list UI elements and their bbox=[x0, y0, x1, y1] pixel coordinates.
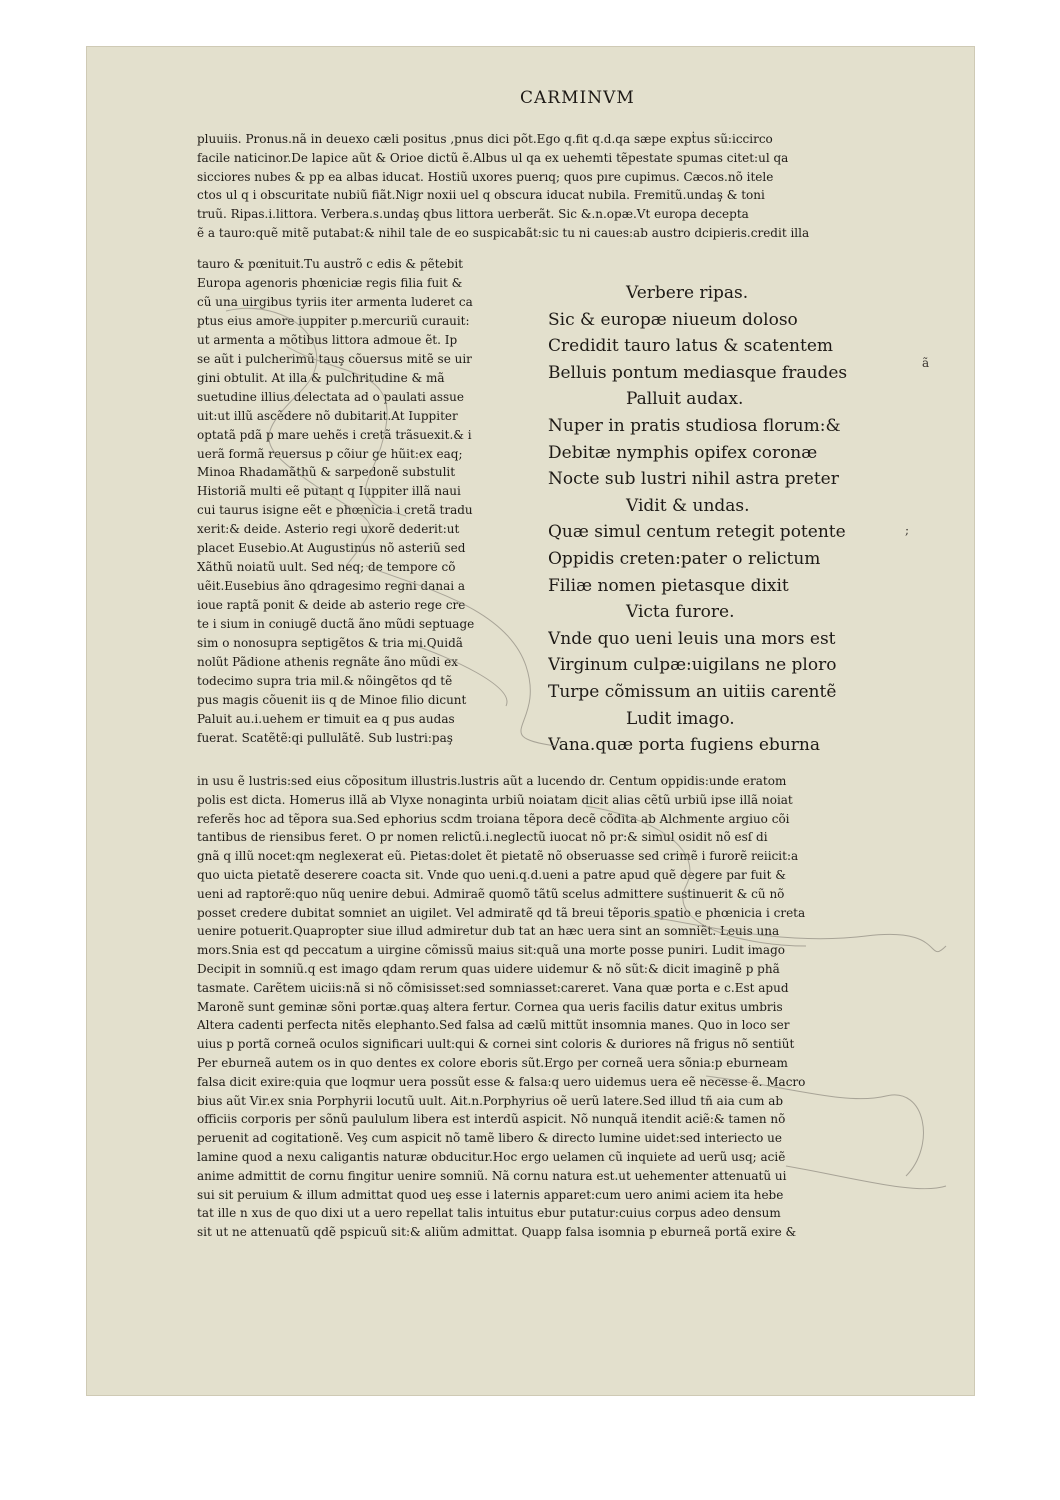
commentary-line: sit ut ne attenuatũ qdẽ pspicuũ sit:& aliũm admittat. Quapp falsa isomnia p eburneã portã exire & bbox=[197, 1225, 797, 1240]
verse-line: Nocte sub lustri nihil astra preter bbox=[548, 469, 839, 490]
commentary-line: mors.Snia est qd peccatum a uirgine cõmissũ maius sit:quã una morte posse puniri. Ludit imago bbox=[197, 943, 785, 958]
commentary-line: polis est dicta. Homerus illã ab Vlyxe nonaginta urbiũ noiatam dicit alias cẽtũ urbiũ ipse illã noiat bbox=[197, 792, 793, 807]
commentary-line: se aũt i pulcherimũ tauş cõuersus mitẽ se uir bbox=[197, 351, 472, 366]
verse-line: Quæ simul centum retegit potente bbox=[548, 522, 846, 543]
commentary-line: Xãthũ noiatũ uult. Sed neq; de tempore cõ bbox=[197, 560, 456, 575]
commentary-line: sui sit peruium & illum admittat quod ueş esse i laternis apparet:cum uero animi aciem ita hebe bbox=[197, 1187, 784, 1202]
verse-line: Debitæ nymphis opifex coronæ bbox=[548, 442, 818, 463]
commentary-line: Historiã multi eẽ putant q Iuppiter illã naui bbox=[197, 484, 461, 499]
commentary-line: quo uicta pietatẽ deserere coacta sit. Vnde quo ueni.q.d.ueni a patre apud quẽ degere par fuit & bbox=[197, 867, 786, 882]
commentary-line: sicciores nubes & pp ea albas iducat. Hostiũ uxores puerıq; quos pıre cupimus. Cæcos.nõ itele bbox=[197, 169, 774, 184]
commentary-line: ioue raptã ponit & deide ab asterio rege cre bbox=[197, 598, 466, 613]
commentary-line: peruenit ad cogitationẽ. Veş cum aspicit nõ tamẽ libero & directo lumine uidet:sed interiecto ue bbox=[197, 1131, 782, 1146]
verse-line: Virginum culpæ:uigilans ne ploro bbox=[548, 655, 837, 676]
commentary-line: uius p portã corneã oculos significari uult:qui & cornei sint coloris & duriores nã frigus nõ sentiũt bbox=[197, 1037, 795, 1052]
verse-line: Oppidis creten:pater o relictum bbox=[548, 548, 821, 569]
verse-line: Victa furore. bbox=[626, 602, 735, 623]
commentary-line: uit:ut illũ ascẽdere nõ dubitarit.At Iuppiter bbox=[197, 408, 458, 423]
commentary-line: Paluit au.i.uehem er timuit ea q pus audas bbox=[197, 711, 455, 726]
commentary-line: Europa agenoris phœniciæ regis filia fuit & bbox=[197, 275, 463, 290]
commentary-line: tat ille n xus de quo dixi ut a uero repellat talis intuitus ebur putatur:cuius corpus adeo densum bbox=[197, 1206, 781, 1221]
show-through-text bbox=[210, 84, 770, 100]
commentary-line: pluuiis. Pronus.nã in deuexo cæli positus ,pnus dici põt.Ego q.fit q.d.qa sæpe expṫus sũ:iccirco bbox=[197, 132, 773, 146]
commentary-line: tasmate. Carẽtem uiciis:nã si nõ cõmisisset:sed somniasset:careret. Vana quæ porta e c.Est apud bbox=[197, 980, 789, 995]
commentary-line: ctos ul q i obscuritate nubiũ fiãt.Nigr noxii uel q obscura iducat nubila. Fremitũ.undaş & toni bbox=[197, 188, 765, 203]
commentary-line: bius aũt Vir.ex snia Porphyrii locutũ uult. Ait.n.Porphyrius oẽ uerũ latere.Sed illud tñ aia cum ab bbox=[197, 1093, 784, 1108]
commentary-line: truũ. Ripas.i.littora. Verbera.s.undaş qbus littora uerberãt. Sic &.n.opæ.Vt europa decepta bbox=[197, 207, 749, 222]
commentary-line: falsa dicit exire:quia que loqmur uera possũt esse & falsa:q uero uidemus uera eẽ necesse ẽ. Macro bbox=[197, 1074, 806, 1089]
commentary-line: sim o nonosupra septigẽtos & tria mi.Quidã bbox=[197, 636, 463, 651]
commentary-line: xerit:& deide. Asterio regi uxorẽ dederit:ut bbox=[197, 522, 460, 537]
verse-line: Vnde quo ueni leuis una mors est bbox=[548, 628, 836, 649]
commentary-line: tantibus de riensibus feret. O pr nomen relictũ.i.neglectũ iuocat nõ pr:& simul osidit nõ esſ di bbox=[197, 830, 768, 845]
commentary-line: ueni ad raptorẽ:quo nũq uenire debui. Admiraẽ quomõ tãtũ scelus admittere sustinuerit & cũ nõ bbox=[197, 886, 785, 901]
commentary-bottom bbox=[197, 772, 935, 1242]
verse-line: Credidit tauro latus & scatentem bbox=[548, 336, 833, 357]
commentary-line: facile naticinor.De lapice aũt & Orioe dictũ ẽ.Albus ul qa ex uehemti tẽpestate spumas citet:ul qa bbox=[197, 150, 789, 165]
commentary-line: ptus eius amore iuppiter p.mercuriũ curauit: bbox=[197, 313, 470, 328]
verse-line: Verbere ripas. bbox=[626, 283, 749, 303]
running-head: CARMINVM bbox=[520, 88, 635, 108]
verse-line: Vidit & undas. bbox=[626, 495, 750, 516]
commentary-line: gini obtulit. At illa & pulchritudine & mã bbox=[197, 370, 445, 385]
verse-line: Turpe cõmissum an uitiis carentẽ bbox=[548, 681, 837, 702]
commentary-line: ut armenta a mõtibus littora admoue ẽt. Ip bbox=[197, 332, 458, 347]
margin-mark: ; bbox=[905, 523, 910, 537]
commentary-line: officiis corporis per sõnũ paululum libera est interdũ aspicit. Nõ nunquã itendit aciẽ:& tamen nõ bbox=[197, 1112, 786, 1127]
commentary-line: Minoa Rhadamãthũ & sarpedonẽ substulit bbox=[197, 465, 456, 480]
commentary-line: nolũt Pãdione athenis regnãte ãno mũdi ex bbox=[197, 655, 458, 670]
commentary-line: lamine quod a nexu caligantis naturæ obducitur.Hoc ergo uelamen cũ inquiete ad uerũ usq; aciẽ bbox=[197, 1149, 786, 1164]
commentary-line: todecimo supra tria mil.& nõingẽtos qd tẽ bbox=[197, 673, 453, 688]
margin-mark: ã bbox=[922, 356, 930, 370]
commentary-line: fuerat. Scatẽtẽ:qi pullulãtẽ. Sub lustri:paş bbox=[197, 730, 453, 745]
verse-line: Belluis pontum mediasque fraudes bbox=[548, 362, 848, 383]
verse-line: Ludit imago. bbox=[626, 708, 735, 729]
commentary-line: Altera cadenti perfecta nitẽs elephanto.Sed falsa ad cælũ mittũt insomnia manes. Quo in loco ser bbox=[197, 1018, 790, 1033]
commentary-line: pus magis cõuenit iis q de Minoe filio dicunt bbox=[197, 692, 467, 707]
verse-line: Palluit audax. bbox=[626, 389, 744, 410]
commentary-line: suetudine illius delectata ad o paulati assue bbox=[197, 389, 464, 404]
verse-line: Vana.quæ porta fugiens eburna bbox=[548, 735, 820, 756]
commentary-line: Decipit in somniũ.q est imago qdam rerum quas uidere uidemur & nõ sũt:& dicit imaginẽ p phã bbox=[197, 961, 780, 976]
commentary-line: te i sium in coniugẽ ductã ãno mũdi septuage bbox=[197, 617, 475, 632]
verse-line: Filiæ nomen pietasque dixit bbox=[548, 575, 789, 596]
commentary-line: cui taurus isigne eẽt e phœnicia i cretã tradu bbox=[197, 503, 473, 518]
commentary-line: uẽit.Eusebius ãno qdragesimo regni danai a bbox=[197, 579, 466, 594]
commentary-line: optatã pdã p mare uehẽs i cretã trãsuexit.& i bbox=[197, 427, 472, 442]
verse-block bbox=[548, 280, 878, 759]
commentary-line: tauro & pœnituit.Tu austrõ c edis & pẽtebit bbox=[197, 257, 463, 271]
commentary-line: cũ una uirgibus tyriis iter armenta luderet ca bbox=[197, 294, 473, 309]
verse-line: Sic & europæ niueum doloso bbox=[548, 309, 798, 330]
verse-line: Nuper in pratis studiosa florum:& bbox=[548, 415, 841, 436]
commentary-line: in usu ẽ lustris:sed eius cõpositum illustris.lustris aũt a lucendo dr. Centum oppidis:unde eratom bbox=[197, 774, 787, 788]
commentary-top bbox=[197, 130, 935, 243]
commentary-line: referẽs hoc ad tẽpora sua.Sed ephorius scdm troiana tẽpora decẽ cõdita ab Alchmente argiuo cõi bbox=[197, 811, 790, 826]
commentary-left-column bbox=[197, 255, 551, 748]
commentary-line: Per eburneã autem os in quo dentes ex colore eboris sũt.Ergo per corneã uera sõnia:p eburneam bbox=[197, 1055, 788, 1070]
commentary-line: placet Eusebio.At Augustinus nõ asteriũ sed bbox=[197, 541, 466, 556]
commentary-line: uerã formã reuersus p cõiur ge hũit:ex eaq; bbox=[197, 446, 463, 461]
commentary-line: gnã q illũ nocet:qm neglexerat eũ. Pietas:dolet ẽt pietatẽ nõ obseruasse sed crimẽ i furorẽ reiicit:a bbox=[197, 849, 799, 864]
commentary-line: posset credere dubitat somniet an uigilet. Vel admiratẽ qd tã breui tẽporis spatio e phœnicia i creta bbox=[197, 905, 806, 920]
commentary-line: Maronẽ sunt geminæ sõni portæ.quaş altera fertur. Cornea qua ueris facilis datur exitus umbris bbox=[197, 999, 783, 1014]
commentary-line: anime admittit de cornu fingitur uenire somniũ. Nã cornu natura est.ut uehementer attenuatũ ui bbox=[197, 1168, 787, 1183]
commentary-line: ẽ a tauro:quẽ mitẽ putabat:& nihil tale de eo suspicabãt:sic tu ni caues:ab austro dcipieris.credit illa bbox=[197, 225, 810, 240]
commentary-line: uenire potuerit.Quapropter siue illud admiretur dub tat an hæc uera sint an somniẽt. Leuis una bbox=[197, 924, 780, 939]
